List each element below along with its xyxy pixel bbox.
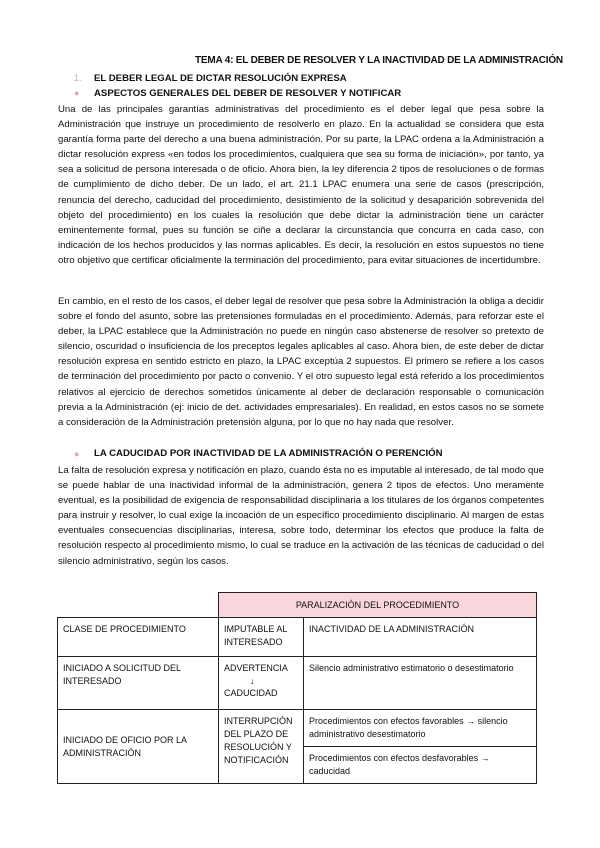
bullet-icon: ● (74, 88, 80, 98)
row1-imputable-bottom: CADUCIDAD (224, 688, 278, 698)
table-row (58, 657, 537, 710)
column-clase: CLASE DE PROCEDIMIENTO (58, 618, 219, 657)
table-header: PARALIZACIÓN DEL PROCEDIMIENTO (219, 593, 537, 618)
section-list (74, 71, 401, 101)
column-imputable: IMPUTABLE AL INTERESADO (219, 618, 304, 657)
page-title: TEMA 4: EL DEBER DE RESOLVER Y LA INACTIVIDAD DE LA ADMINISTRACIÓN (195, 55, 563, 66)
table-empty-cell (58, 593, 219, 618)
row1-imputable (219, 657, 304, 710)
row2-imputable: INTERRUPCIÓN DEL PLAZO DE RESOLUCIÓN Y NOTIFICACIÓN (219, 710, 304, 784)
section-heading-1-label: EL DEBER LEGAL DE DICTAR RESOLUCIÓN EXPRESA (94, 73, 347, 84)
section-number: 1. (74, 73, 82, 83)
row1-inactividad: Silencio administrativo estimatorio o desestimatorio (304, 657, 537, 710)
bullet-icon: ● (74, 448, 80, 459)
column-inactividad: INACTIVIDAD DE LA ADMINISTRACIÓN (304, 618, 537, 657)
paralizacion-table (57, 592, 537, 784)
section-heading-2-label: ASPECTOS GENERALES DEL DEBER DE RESOLVER Y NOTIFICAR (94, 88, 402, 99)
row1-clase: INICIADO A SOLICITUD DEL INTERESADO (58, 657, 219, 710)
row2-inactividad-favorables: Procedimientos con efectos favorables → silencio administrativo desestimatorio (309, 716, 508, 739)
row2-inactividad-desfavorables: Procedimientos con efectos desfavorables → caducidad (304, 746, 536, 783)
row2-clase: INICIADO DE OFICIO POR LA ADMINISTRACIÓN (58, 710, 219, 784)
paragraph-3: La falta de resolución expresa y notificación en plazo, cuando ésta no es imputable al interesado, de tal modo que se puede hablar de una inactividad informal de la administración, genera 2 tipos de efectos. Uno meramente eventual, es la posibilidad de exigencia de responsabilidad disciplinaria a los titulares de los órganos competentes para instruir y resolver, lo cual exige la incoación de un específico procedimiento disciplinario. Al margen de estas eventuales consecuencias disciplinarias, interesa, sobre todo, determinar los efectos que produce la falta de resolución respecto al procedimiento mismo, lo cual se traduce en la activación de las técnicas de caducidad o del silencio administrativo, según los casos. (58, 465, 544, 567)
section-heading-3-label: LA CADUCIDAD POR INACTIVIDAD DE LA ADMINISTRACIÓN O PERENCIÓN (94, 448, 443, 459)
table-column-row (58, 618, 537, 657)
paragraph-1: Una de las principales garantías administrativas del procedimiento es el deber legal que pesa sobre la Administración que instruye un procedimiento de resolverlo en plazo. En la actualidad se considera que esta garantía forma parte del derecho a una buena administración. Por su parte, la LPAC ordena a la Administración a dictar resolución express «en todos los procedimientos, cualquiera que sea su forma de iniciación», por tanto, ya sea a solicitud de persona interesada o de oficio. Ahora bien, la ley diferencia 2 tipos de resoluciones o de formas de cumplimiento de dicho deber. De un lado, el art. 21.1 LPAC enumera una serie de casos (prescripción, renuncia del derecho, caducidad del procedimiento, desistimiento de la solicitud y desaparición sobrevenida del objeto del procedimiento) en los cuales la resolución que debe dictar la administración tiene un carácter eminentemente formal, pues su función se ciñe a declarar la circunstancia que concurra en cada caso, con indicación de los hechos producidos y las normas aplicables. Es decir, la resolución en estos supuestos no tiene otro objetivo que certificar oficialmente la terminación del procedimiento, para evitar situaciones de incertidumbre. (58, 104, 544, 266)
section-heading-1 (74, 71, 401, 86)
table-row (58, 710, 537, 784)
section-heading-3 (74, 448, 443, 459)
table-header-row (58, 593, 537, 618)
paragraph-2: En cambio, en el resto de los casos, el deber legal de resolver que pesa sobre la Administración la obliga a decidir sobre el fondo del asunto, sobre las pretensiones formuladas en el procedimiento. Además, para reforzar este el deber, la LPAC establece que la Administración no puede en ningún caso abstenerse de resolver so pretexto de silencio, oscuridad o insuficiencia de los preceptos legales aplicables al caso. Ahora bien, de este deber de dictar resolución expresa en sentido estricto en plazo, la LPAC exceptúa 2 supuestos. El primero se refiere a los casos de terminación del procedimiento por pacto o convenio. Y el otro supuesto legal está referido a los procedimientos relativos al ejercicio de derechos sometidos únicamente al deber de declaración responsable o comunicación previa a la Administración (ej: inicio de det. actividades empresariales). En realidad, en estos casos no se somete a consideración de la Administración pretensión alguna, por lo que no hay nada que resolver. (58, 296, 544, 428)
down-arrow-icon: ↓ (250, 676, 255, 686)
section-heading-2 (74, 86, 401, 101)
row2-inactividad (304, 710, 537, 784)
row1-imputable-top: ADVERTENCIA (224, 663, 288, 673)
